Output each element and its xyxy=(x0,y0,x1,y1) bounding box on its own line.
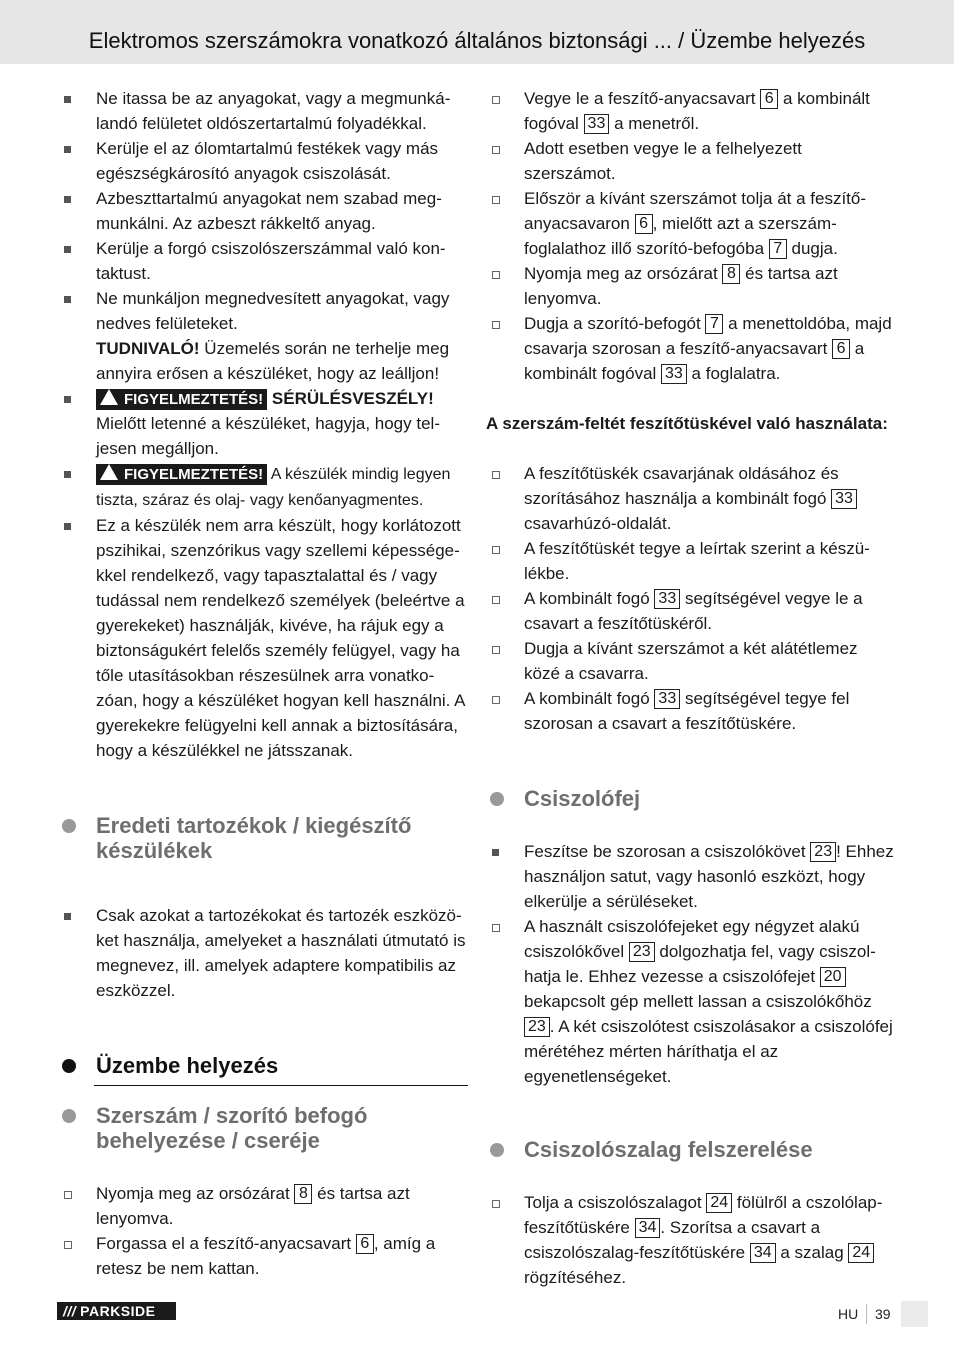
square-bullet-icon xyxy=(64,246,71,253)
part-ref: 7 xyxy=(769,239,787,259)
page-tab-marker xyxy=(901,1301,928,1327)
checkbox-bullet-icon xyxy=(492,471,500,479)
part-ref: 23 xyxy=(524,1017,550,1037)
section-dot-icon xyxy=(490,1143,504,1157)
part-ref: 6 xyxy=(635,214,653,234)
checkbox-bullet-icon xyxy=(64,1191,72,1199)
list-item-warning: FIGYELMEZTETÉS! SÉRÜLÉSVESZÉLY! Mielőtt letenné a készüléket, hagyja, hogy teljesen megálljon. xyxy=(58,386,468,461)
parkside-logo: /// PARKSIDE xyxy=(57,1302,176,1320)
square-bullet-icon xyxy=(64,913,71,920)
subheading-mandrel: A szerszám-feltét feszítőtüskével való használata: xyxy=(486,414,888,433)
warning-triangle-icon xyxy=(100,464,118,480)
list-item: Ne munkáljon megnedvesített anyagokat, vagy nedves felületeket. TUDNIVALÓ! Üzemelés során ne terhelje meg annyira erősen a készüléket, hogy az leálljon! xyxy=(58,286,468,386)
list-item: Azbeszttartalmú anyagokat nem szabad megmunkálni. Az azbeszt rákkeltő anyag. xyxy=(58,186,468,236)
warning-triangle-icon xyxy=(100,389,118,405)
part-ref: 6 xyxy=(832,339,850,359)
checkbox-bullet-icon xyxy=(64,1241,72,1249)
warning-badge: FIGYELMEZTETÉS! xyxy=(96,464,267,485)
checkbox-bullet-icon xyxy=(492,924,500,932)
checkbox-bullet-icon xyxy=(492,321,500,329)
part-ref: 34 xyxy=(635,1218,661,1238)
part-ref: 33 xyxy=(654,689,680,709)
part-ref: 33 xyxy=(654,589,680,609)
part-ref: 8 xyxy=(294,1184,312,1204)
section-dot-icon xyxy=(62,1059,76,1073)
checkbox-bullet-icon xyxy=(492,696,500,704)
heading-underline xyxy=(94,1085,468,1086)
checkbox-bullet-icon xyxy=(492,596,500,604)
square-bullet-icon xyxy=(64,96,71,103)
list-item: Ez a készülék nem arra készült, hogy korlátozott pszihikai, szenzórikus vagy szellemi képességekkel rendelkező, vagy tapasztalattal és / vagy tudással nem rendelkező személyek (beleértve a gyerekeket) használják, kivéve, ha rájuk egy a biztonságukért felelős személy felügyel, vagy ha tőle utasításokban részesülnek arra vonatkozóan, hogy a készüléket hogyan kell használni. A gyerekekre felügyelni kell annak a biztosítására, hogy a készülékkel ne játsszanak. xyxy=(58,513,468,763)
section-heading-sanding-band: Csiszolószalag felszerelése xyxy=(486,1137,896,1162)
section-dot-icon xyxy=(62,819,76,833)
part-ref: 23 xyxy=(810,842,836,862)
section-heading-startup: Üzembe helyezés xyxy=(58,1053,468,1078)
list-item: A feszítőtüskét tegye a leírtak szerint a készülékbe. xyxy=(486,536,896,586)
part-ref: 6 xyxy=(760,89,778,109)
list-item: Forgassa el a feszítő-anyacsavart 6 , amíg a retesz be nem kattan. xyxy=(58,1231,468,1281)
part-ref: 34 xyxy=(750,1243,776,1263)
part-ref: 23 xyxy=(629,942,655,962)
part-ref: 33 xyxy=(661,364,687,384)
section-heading-tool-change: Szerszám / szorító befogó behelyezése / cseréje xyxy=(58,1103,468,1153)
list-item: Vegye le a feszítő-anyacsavart 6 a kombinált fogóval 33 a menetről. xyxy=(486,86,896,136)
list-item: A feszítőtüskék csavarjának oldásához és szorításához használja a kombinált fogó 33 csavarhúzó-oldalát. xyxy=(486,461,896,536)
checkbox-bullet-icon xyxy=(492,96,500,104)
checkbox-bullet-icon xyxy=(492,646,500,654)
section-heading-accessories: Eredeti tartozékok / kiegészítő készülékek xyxy=(58,813,468,863)
header-band xyxy=(0,0,954,64)
list-item: Dugja a szorító-befogót 7 a menettoldóba, majd csavarja szorosan a feszítő-anyacsavart 6 a kombinált fogóval 33 a foglalatra. xyxy=(486,311,896,386)
part-ref: 24 xyxy=(706,1193,732,1213)
square-bullet-icon xyxy=(64,396,71,403)
part-ref: 33 xyxy=(584,114,610,134)
part-ref: 6 xyxy=(356,1234,374,1254)
left-column xyxy=(58,86,468,1281)
right-column xyxy=(486,86,896,1290)
checkbox-bullet-icon xyxy=(492,546,500,554)
page-number: 39 xyxy=(875,1306,891,1322)
section-heading-grinding-head: Csiszolófej xyxy=(486,786,896,811)
list-item: Dugja a kívánt szerszámot a két alátétlemez közé a csavarra. xyxy=(486,636,896,686)
square-bullet-icon xyxy=(64,196,71,203)
checkbox-bullet-icon xyxy=(492,1200,500,1208)
checkbox-bullet-icon xyxy=(492,271,500,279)
list-item: Először a kívánt szerszámot tolja át a feszítő-anyacsavaron 6 , mielőtt azt a szerszám-foglalathoz illő szorító-befogóba 7 dugja. xyxy=(486,186,896,261)
list-item-warning: FIGYELMEZTETÉS! A készülék mindig legyen tiszta, száraz és olaj- vagy kenőanyagmentes. xyxy=(58,461,468,513)
part-ref: 33 xyxy=(831,489,857,509)
square-bullet-icon xyxy=(64,523,71,530)
part-ref: 8 xyxy=(722,264,740,284)
note-paragraph: TUDNIVALÓ! Üzemelés során ne terhelje meg annyira erősen a készüléket, hogy az leálljon! xyxy=(96,339,450,383)
language-code: HU xyxy=(838,1306,859,1322)
footer-divider xyxy=(866,1304,867,1324)
section-dot-icon xyxy=(490,792,504,806)
list-item: Adott esetben vegye le a felhelyezett szerszámot. xyxy=(486,136,896,186)
list-item: Feszítse be szorosan a csiszolókövet 23 ! Ehhez használjon satut, vagy hasonló eszközt, hogy elkerülje a sérüléseket. xyxy=(486,839,896,914)
page-title: Elektromos szerszámokra vonatkozó általános biztonsági ... / Üzembe helyezés xyxy=(88,28,866,53)
section-dot-icon xyxy=(62,1109,76,1123)
square-bullet-icon xyxy=(64,296,71,303)
checkbox-bullet-icon xyxy=(492,146,500,154)
list-item: Nyomja meg az orsózárat 8 és tartsa azt lenyomva. xyxy=(58,1181,468,1231)
note-label: TUDNIVALÓ! xyxy=(96,339,200,358)
list-item: A kombinált fogó 33 segítségével tegye fel szorosan a csavart a feszítőtüskére. xyxy=(486,686,896,736)
list-item: Ne itassa be az anyagokat, vagy a megmunkálandó felületet oldószertartalmú folyadékkal. xyxy=(58,86,468,136)
list-item: A kombinált fogó 33 segítségével vegye le a csavart a feszítőtüskéről. xyxy=(486,586,896,636)
part-ref: 24 xyxy=(848,1243,874,1263)
square-bullet-icon xyxy=(64,471,71,478)
square-bullet-icon xyxy=(64,146,71,153)
list-item: Kerülje a forgó csiszolószerszámmal való kontaktust. xyxy=(58,236,468,286)
list-item: Kerülje el az ólomtartalmú festékek vagy más egészségkárosító anyagok csiszolását. xyxy=(58,136,468,186)
square-bullet-icon xyxy=(492,849,499,856)
checkbox-bullet-icon xyxy=(492,196,500,204)
warning-badge: FIGYELMEZTETÉS! xyxy=(96,389,267,410)
part-ref: 20 xyxy=(820,967,846,987)
list-item: A használt csiszolófejeket egy négyzet alakú csiszolókővel 23 dolgozhatja fel, vagy csiszolhatja le. Ehhez vezesse a csiszolófejet 20 bekapcsolt gép mellett lassan a csiszolókőhöz 23 . A két csiszolótest csiszolásakor a csiszolófej mérétéhez mérten háríthatja el az egyenetlenségeket. xyxy=(486,914,896,1089)
list-item: Nyomja meg az orsózárat 8 és tartsa azt lenyomva. xyxy=(486,261,896,311)
part-ref: 7 xyxy=(705,314,723,334)
list-item: Tolja a csiszolószalagot 24 fölülről a cszolólap-feszítőtüskére 34 . Szorítsa a csavart a csiszolószalag-feszítőtüskére 34 a szalag 24 rögzítéséhez. xyxy=(486,1190,896,1290)
list-item: Csak azokat a tartozékokat és tartozék eszközöket használja, amelyeket a használati útmutató is megnevez, ill. amelyek adaptere kompatibilis az eszközzel. xyxy=(58,903,468,1003)
